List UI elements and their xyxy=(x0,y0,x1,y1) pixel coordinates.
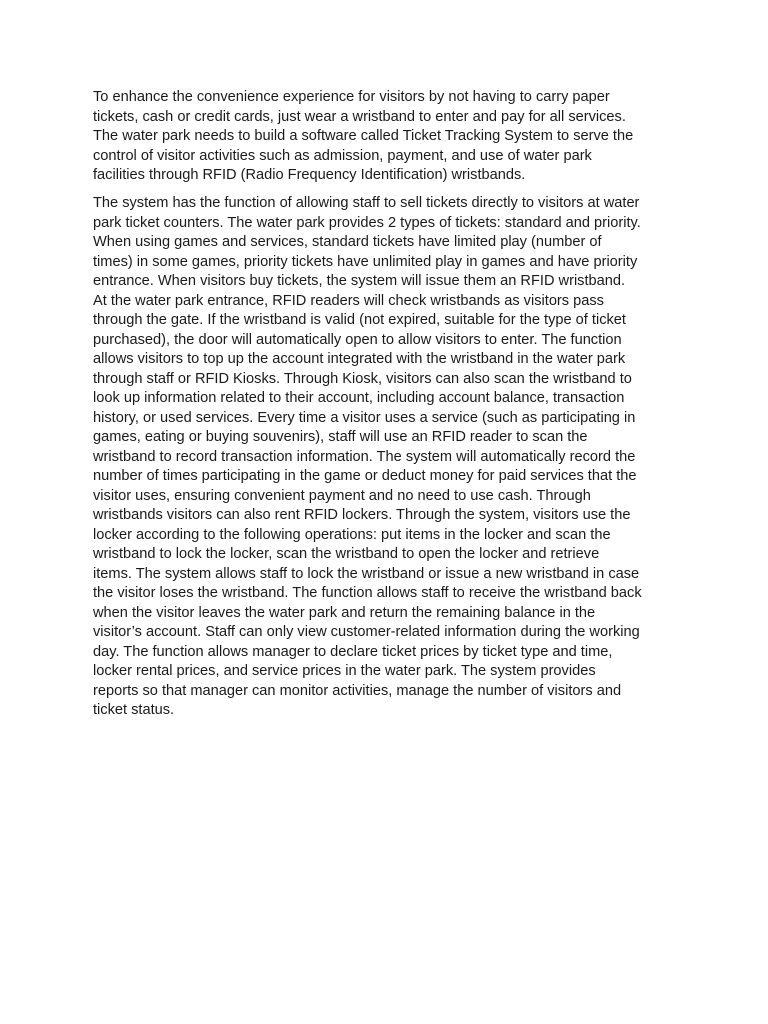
text-line: day. The function allows manager to declare ticket prices by ticket type and time, xyxy=(93,643,613,660)
text-line: visitor’s account. Staff can only view customer-related information during the working xyxy=(93,624,640,640)
text-line: games, eating or buying souvenirs), staff will use an RFID reader to scan the xyxy=(93,429,588,445)
text-line: history, or used services. Every time a visitor uses a service (such as participating in xyxy=(93,409,636,426)
text-line: To enhance the convenience experience for visitors by not having to carry paper xyxy=(93,89,610,105)
text-line: locker according to the following operations: put items in the locker and scan the xyxy=(93,526,611,543)
text-line: items. The system allows staff to lock the wristband or issue a new wristband in case xyxy=(93,565,640,582)
text-line: At the water park entrance, RFID readers will check wristbands as visitors pass xyxy=(93,292,604,309)
text-line: wristband to lock the locker, scan the wristband to open the locker and retrieve xyxy=(93,546,600,562)
text-line: allows visitors to top up the account integrated with the wristband in the water park xyxy=(93,351,626,367)
text-line: ticket status. xyxy=(93,702,175,718)
text-line: park ticket counters. The water park provides 2 types of tickets: standard and priority. xyxy=(93,214,641,231)
text-line: control of visitor activities such as admission, payment, and use of water park xyxy=(93,147,592,164)
text-line: tickets, cash or credit cards, just wear a wristband to enter and pay for all services. xyxy=(93,108,626,125)
text-line: wristbands visitors can also rent RFID lockers. Through the system, visitors use the xyxy=(93,507,631,523)
paragraph-system-description xyxy=(93,194,693,721)
text-line: wristband to record transaction information. The system will automatically record the xyxy=(93,448,636,465)
text-line: purchased), the door will automatically open to allow visitors to enter. The function xyxy=(93,331,622,348)
text-line: look up information related to their account, including account balance, transaction xyxy=(93,390,625,406)
text-line: The water park needs to build a software called Ticket Tracking System to serve the xyxy=(93,128,634,144)
text-line: When using games and services, standard tickets have limited play (number of xyxy=(93,234,602,250)
text-line: through staff or RFID Kiosks. Through Kiosk, visitors can also scan the wristband to xyxy=(93,370,632,387)
text-line: times) in some games, priority tickets have unlimited play in games and have priority xyxy=(93,253,638,270)
text-line: through the gate. If the wristband is valid (not expired, suitable for the type of ticket xyxy=(93,312,626,328)
text-line: locker rental prices, and service prices in the water park. The system provides xyxy=(93,663,596,679)
text-line: the visitor loses the wristband. The function allows staff to receive the wristband back xyxy=(93,585,642,601)
text-line: facilities through RFID (Radio Frequency Identification) wristbands. xyxy=(93,167,526,183)
text-line: reports so that manager can monitor activities, manage the number of visitors and xyxy=(93,682,622,699)
text-line: entrance. When visitors buy tickets, the system will issue them an RFID wristband. xyxy=(93,273,626,289)
paragraph-introduction xyxy=(93,88,693,186)
text-line: The system has the function of allowing staff to sell tickets directly to visitors at water xyxy=(93,195,640,211)
text-line: number of times participating in the game or deduct money for paid services that the xyxy=(93,468,637,484)
text-line: visitor uses, ensuring convenient payment and no need to use cash. Through xyxy=(93,487,591,504)
text-line: when the visitor leaves the water park and return the remaining balance in the xyxy=(93,604,596,621)
